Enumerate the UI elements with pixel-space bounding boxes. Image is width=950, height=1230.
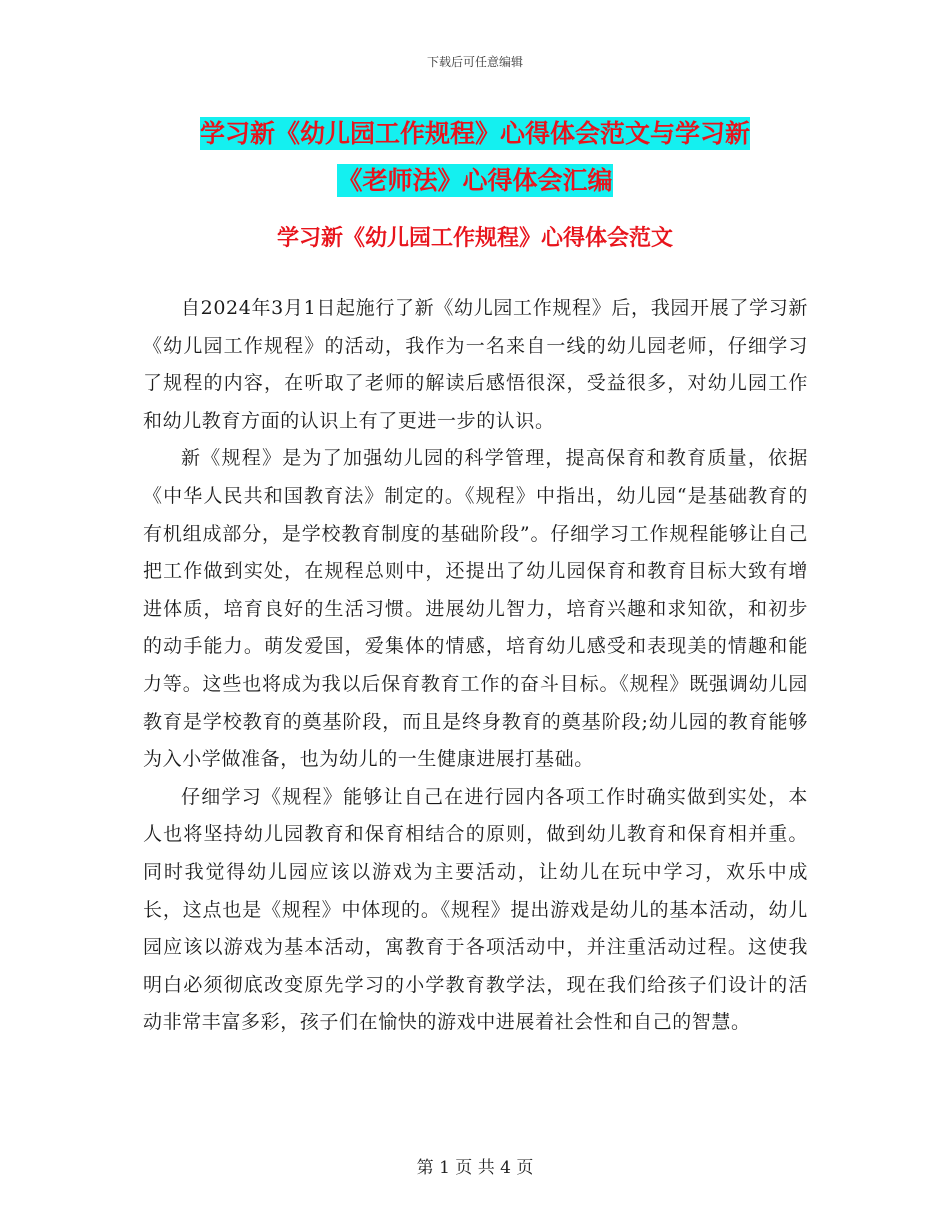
paragraph-2: 新《规程》是为了加强幼儿园的科学管理，提高保育和教育质量，依据《中华人民共和国教育法》制定的。《规程》中指出，幼儿园“是基础教育的有机组成部分，是学校教育制度的基础阶段”。仔细学习工作规程能够让自己把工作做到实处，在规程总则中，还提出了幼儿园保育和教育目标大致有增进体质，培育良好的生活习惯。进展幼儿智力，培育兴趣和求知欲，和初步的动手能力。萌发爱国，爱集体的情感，培育幼儿感受和表现美的情趣和能力等。这些也将成为我以后保育教育工作的奋斗目标。《规程》既强调幼儿园教育是学校教育的奠基阶段，而且是终身教育的奠基阶段;幼儿园的教育能够为入小学做准备，也为幼儿的一生健康进展打基础。 (143, 447, 808, 771)
paragraph-3: 仔细学习《规程》能够让自己在进行园内各项工作时确实做到实处，本人也将坚持幼儿园教育和保育相结合的原则，做到幼儿教育和保育相并重。同时我觉得幼儿园应该以游戏为主要活动，让幼儿在玩中学习，欢乐中成长，这点也是《规程》中体现的。《规程》提出游戏是幼儿的基本活动，幼儿园应该以游戏为基本活动，寓教育于各项活动中，并注重活动过程。这使我明白必须彻底改变原先学习的小学教育教学法，现在我们给孩子们设计的活动非常丰富多彩，孩子们在愉快的游戏中进展着社会性和自己的智慧。 (143, 785, 808, 1034)
paragraph-1: 自2024年3月1日起施行了新《幼儿园工作规程》后，我园开展了学习新《幼儿园工作规程》的活动，我作为一名来自一线的幼儿园老师，仔细学习了规程的内容，在听取了老师的解读后感悟很深，受益很多，对幼儿园工作和幼儿教育方面的认识上有了更进一步的认识。 (143, 297, 808, 432)
header-note: 下载后可任意编辑 (426, 55, 523, 69)
title-line-2: 《老师法》心得体会汇编 (337, 166, 613, 195)
document-title (0, 110, 950, 204)
section-title: 学习新《幼儿园工作规程》心得体会范文 (276, 225, 673, 251)
article-body (143, 290, 808, 1042)
title-line-1: 学习新《幼儿园工作规程》心得体会范文与学习新 (199, 119, 750, 148)
page-footer: 第 1 页 共 4 页 (416, 1158, 534, 1178)
